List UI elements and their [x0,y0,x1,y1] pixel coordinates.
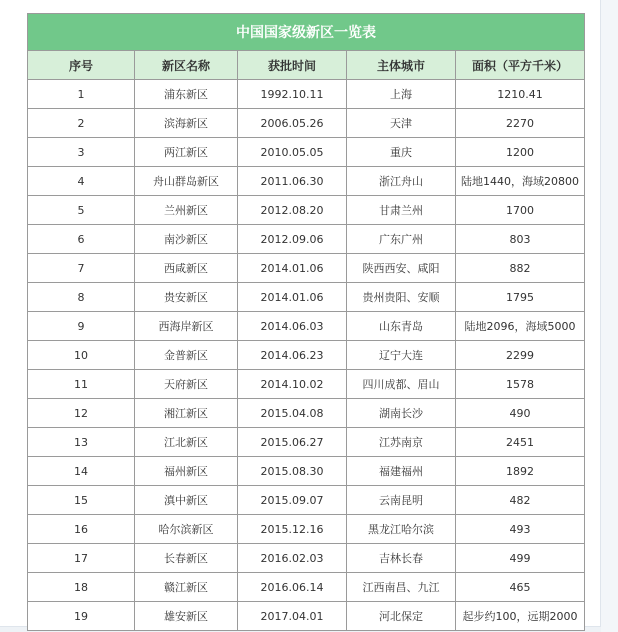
header-approval-date: 获批时间 [238,51,347,80]
cell-area-name: 福州新区 [135,457,238,486]
cell-index: 16 [28,515,135,544]
cell-approval-date: 1992.10.11 [238,80,347,109]
table-row [28,515,585,544]
table-row [28,341,585,370]
cell-area-name: 贵安新区 [135,283,238,312]
cell-index: 17 [28,544,135,573]
table-title: 中国国家级新区一览表 [28,14,585,51]
cell-index: 12 [28,399,135,428]
table-row [28,399,585,428]
cell-main-city: 甘肃兰州 [347,196,456,225]
cell-approval-date: 2015.09.07 [238,486,347,515]
new-areas-table [27,13,585,631]
cell-main-city: 天津 [347,109,456,138]
cell-main-city: 江西南昌、九江 [347,573,456,602]
cell-index: 15 [28,486,135,515]
cell-index: 3 [28,138,135,167]
table-row [28,486,585,515]
cell-index: 9 [28,312,135,341]
cell-main-city: 福建福州 [347,457,456,486]
cell-index: 4 [28,167,135,196]
cell-area-size: 起步约100，远期2000 [456,602,585,631]
cell-area-size: 803 [456,225,585,254]
cell-area-size: 465 [456,573,585,602]
cell-approval-date: 2014.01.06 [238,254,347,283]
table-row [28,573,585,602]
cell-approval-date: 2006.05.26 [238,109,347,138]
table-row [28,109,585,138]
cell-approval-date: 2014.10.02 [238,370,347,399]
cell-area-name: 哈尔滨新区 [135,515,238,544]
cell-area-name: 两江新区 [135,138,238,167]
cell-main-city: 重庆 [347,138,456,167]
cell-main-city: 黑龙江哈尔滨 [347,515,456,544]
cell-main-city: 云南昆明 [347,486,456,515]
cell-main-city: 陕西西安、咸阳 [347,254,456,283]
cell-approval-date: 2014.06.03 [238,312,347,341]
cell-approval-date: 2014.06.23 [238,341,347,370]
cell-area-size: 1200 [456,138,585,167]
cell-approval-date: 2012.09.06 [238,225,347,254]
table-row [28,80,585,109]
table-row [28,138,585,167]
cell-approval-date: 2012.08.20 [238,196,347,225]
table-title-row [28,14,585,51]
cell-index: 5 [28,196,135,225]
table-row [28,283,585,312]
cell-main-city: 广东广州 [347,225,456,254]
cell-area-size: 2270 [456,109,585,138]
cell-area-size: 陆地2096，海域5000 [456,312,585,341]
table-row [28,428,585,457]
cell-area-name: 湘江新区 [135,399,238,428]
cell-area-name: 滨海新区 [135,109,238,138]
header-index: 序号 [28,51,135,80]
cell-area-name: 雄安新区 [135,602,238,631]
cell-area-name: 滇中新区 [135,486,238,515]
cell-approval-date: 2015.12.16 [238,515,347,544]
cell-main-city: 贵州贵阳、安顺 [347,283,456,312]
cell-approval-date: 2014.01.06 [238,283,347,312]
cell-index: 1 [28,80,135,109]
cell-area-size: 陆地1440，海域20800 [456,167,585,196]
cell-area-name: 赣江新区 [135,573,238,602]
table-row [28,370,585,399]
cell-area-name: 天府新区 [135,370,238,399]
cell-area-size: 499 [456,544,585,573]
cell-approval-date: 2011.06.30 [238,167,347,196]
table-row [28,544,585,573]
cell-area-name: 西海岸新区 [135,312,238,341]
cell-approval-date: 2016.02.03 [238,544,347,573]
cell-approval-date: 2017.04.01 [238,602,347,631]
cell-approval-date: 2015.08.30 [238,457,347,486]
cell-area-name: 金普新区 [135,341,238,370]
cell-index: 11 [28,370,135,399]
header-area-size: 面积（平方千米） [456,51,585,80]
header-area-name: 新区名称 [135,51,238,80]
table-row [28,167,585,196]
cell-area-size: 1578 [456,370,585,399]
cell-area-name: 江北新区 [135,428,238,457]
cell-area-name: 浦东新区 [135,80,238,109]
cell-index: 7 [28,254,135,283]
table-row [28,312,585,341]
cell-area-size: 1700 [456,196,585,225]
cell-index: 6 [28,225,135,254]
cell-index: 18 [28,573,135,602]
cell-approval-date: 2015.06.27 [238,428,347,457]
table-body [28,80,585,631]
cell-area-name: 西咸新区 [135,254,238,283]
cell-approval-date: 2010.05.05 [238,138,347,167]
cell-main-city: 辽宁大连 [347,341,456,370]
cell-main-city: 浙江舟山 [347,167,456,196]
cell-area-size: 1795 [456,283,585,312]
cell-main-city: 湖南长沙 [347,399,456,428]
table-row [28,225,585,254]
cell-approval-date: 2015.04.08 [238,399,347,428]
cell-main-city: 四川成都、眉山 [347,370,456,399]
cell-area-size: 493 [456,515,585,544]
cell-main-city: 吉林长春 [347,544,456,573]
cell-index: 10 [28,341,135,370]
header-main-city: 主体城市 [347,51,456,80]
cell-area-name: 长春新区 [135,544,238,573]
table-header-row [28,51,585,80]
table-row [28,602,585,631]
right-margin-strip [601,0,618,632]
cell-main-city: 上海 [347,80,456,109]
cell-main-city: 河北保定 [347,602,456,631]
cell-index: 8 [28,283,135,312]
cell-area-size: 882 [456,254,585,283]
cell-main-city: 江苏南京 [347,428,456,457]
new-areas-table-container [27,13,584,631]
cell-area-size: 1892 [456,457,585,486]
cell-main-city: 山东青岛 [347,312,456,341]
table-row [28,254,585,283]
cell-approval-date: 2016.06.14 [238,573,347,602]
table-row [28,196,585,225]
table-row [28,457,585,486]
cell-area-size: 1210.41 [456,80,585,109]
cell-index: 14 [28,457,135,486]
cell-area-name: 兰州新区 [135,196,238,225]
cell-area-name: 舟山群岛新区 [135,167,238,196]
cell-index: 13 [28,428,135,457]
cell-area-size: 2299 [456,341,585,370]
cell-area-size: 490 [456,399,585,428]
cell-index: 2 [28,109,135,138]
cell-area-size: 482 [456,486,585,515]
cell-area-size: 2451 [456,428,585,457]
cell-index: 19 [28,602,135,631]
cell-area-name: 南沙新区 [135,225,238,254]
